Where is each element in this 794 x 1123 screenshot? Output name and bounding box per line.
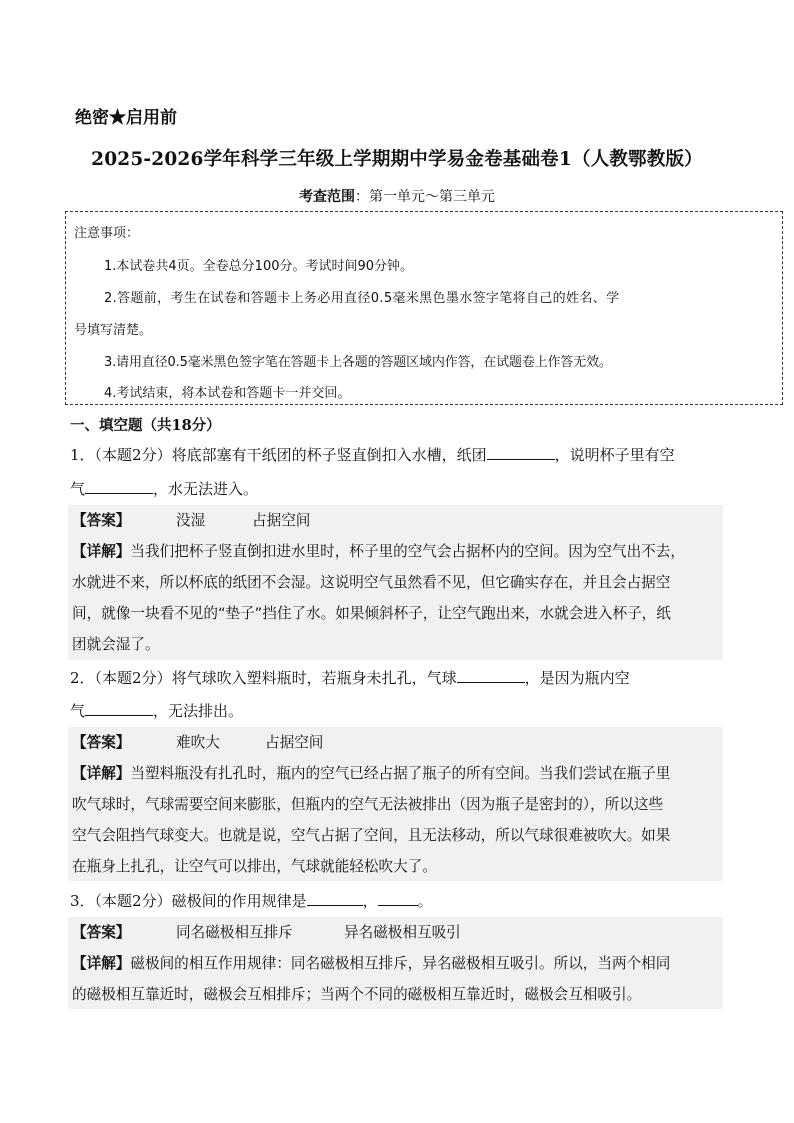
question-text: 气 (70, 480, 86, 498)
notice-item: 1.本试卷共4页。全卷总分100分。考试时间90分钟。 (104, 259, 414, 274)
detail-text: 磁极间的相互作用规律：同名磁极相互排斥，异名磁极相互吸引。所以，当两个相同 (130, 955, 671, 972)
question-1-line-1 (70, 444, 675, 465)
answer-panel (68, 917, 723, 1009)
question-1-line-2 (70, 478, 258, 499)
detail-line: 吹气球时，气球需要空间来膨胀，但瓶内的空气无法被排出（因为瓶子是密封的），所以这些 (72, 796, 664, 813)
question-3-line-1 (70, 890, 433, 911)
question-2-line-1 (70, 667, 630, 688)
answer-value: 异名磁极相互吸引 (344, 924, 461, 941)
notice-box (65, 211, 783, 405)
answer-value: 占据空间 (252, 512, 311, 529)
question-text: 。 (417, 892, 433, 910)
answer-row (72, 731, 324, 752)
notice-item: 3.请用直径0.5毫米黑色签字笔在答题卡上各题的答题区域内作答，在试题卷上作答无效。 (104, 355, 612, 370)
question-text: ，无法排出。 (153, 702, 244, 720)
answer-blank (487, 444, 555, 460)
exam-scope (0, 186, 794, 206)
detail-line (72, 762, 670, 783)
answer-blank (85, 700, 153, 716)
question-text: ，水无法进入。 (153, 480, 259, 498)
answer-value: 同名磁极相互排斥 (176, 924, 293, 941)
detail-line: 在瓶身上扎孔，让空气可以排出，气球就能轻松吹大了。 (72, 858, 437, 875)
answer-blank (307, 890, 363, 906)
question-text: 3．（本题2分）磁极间的作用规律是 (70, 892, 307, 910)
notice-item: 4.考试结束，将本试卷和答题卡一并交回。 (104, 386, 351, 401)
detail-line: 水就进不来，所以杯底的纸团不会湿。这说明空气虽然看不见，但它确实存在，并且会占据空 (72, 574, 671, 591)
answer-label: 【答案】 (72, 924, 131, 941)
confidential-mark: 绝密★启用前 (75, 108, 177, 128)
question-text: 2．（本题2分）将气球吹入塑料瓶时，若瓶身未扎孔，气球 (70, 669, 457, 687)
question-text: 气 (70, 702, 86, 720)
answer-row (72, 921, 461, 942)
answer-label: 【答案】 (72, 734, 131, 751)
detail-label: 【详解】 (72, 955, 131, 972)
detail-line: 团就会湿了。 (72, 636, 160, 653)
notice-item: 2.答题前，考生在试卷和答题卡上务必用直径0.5毫米黑色墨水签字笔将自己的姓名、学 (104, 291, 620, 306)
section-title: 一、填空题（共18分） (70, 417, 221, 434)
page-title: 2025-2026学年科学三年级上学期期中学易金卷基础卷1（人教鄂教版） (91, 149, 703, 170)
detail-text: 当塑料瓶没有扎孔时，瓶内的空气已经占据了瓶子的所有空间。当我们尝试在瓶子里 (130, 765, 671, 782)
detail-line: 的磁极相互靠近时，磁极会互相排斥；当两个不同的磁极相互靠近时，磁极会互相吸引。 (72, 986, 642, 1003)
question-text: ， (362, 892, 378, 910)
detail-line: 间，就像一块看不见的“垫子”挡住了水。如果倾斜杯子，让空气跑出来，水就会进入杯子，纸 (72, 605, 671, 622)
answer-value: 占据空间 (265, 734, 324, 751)
answer-panel (68, 505, 723, 660)
scope-label: 考查范围 (299, 189, 355, 205)
scope-value: ：第一单元～第三单元 (355, 189, 495, 205)
detail-line: 空气会阻挡气球变大。也就是说，空气占据了空间，且无法移动，所以气球很难被吹大。如果 (72, 827, 671, 844)
notice-item: 号填写清楚。 (74, 323, 153, 338)
answer-value: 难吹大 (176, 734, 220, 751)
answer-blank (457, 667, 525, 683)
detail-line (72, 952, 670, 973)
question-text: ，是因为瓶内空 (524, 669, 630, 687)
answer-blank (378, 890, 418, 906)
answer-value: 没湿 (176, 512, 206, 529)
detail-label: 【详解】 (72, 543, 131, 560)
detail-text: 当我们把杯子竖直倒扣进水里时，杯子里的空气会占据杯内的空间。因为空气出不去， (130, 543, 685, 560)
answer-label: 【答案】 (72, 512, 131, 529)
question-text: 1．（本题2分）将底部塞有干纸团的杯子竖直倒扣入水槽，纸团 (70, 446, 487, 464)
question-2-line-2 (70, 700, 243, 721)
detail-line (72, 540, 685, 561)
question-text: ，说明杯子里有空 (554, 446, 675, 464)
answer-row (72, 509, 311, 530)
notice-heading: 注意事项： (74, 226, 140, 241)
answer-panel (68, 727, 723, 881)
detail-label: 【详解】 (72, 765, 131, 782)
answer-blank (85, 478, 153, 494)
